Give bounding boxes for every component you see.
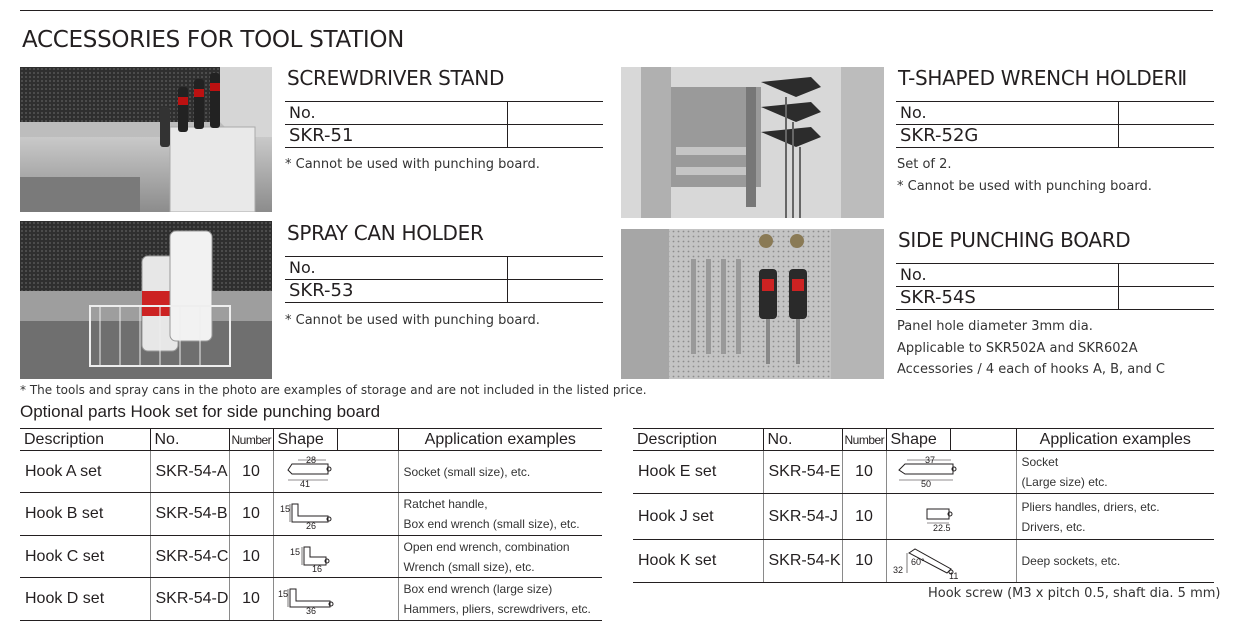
hook-description: Hook B set <box>20 493 150 536</box>
top-rule <box>20 10 1213 11</box>
hook-j-shape <box>886 494 1016 540</box>
side-punching-board-note-1: Panel hole diameter 3mm dia. <box>897 319 1093 334</box>
dim-label: 32 <box>892 565 903 575</box>
dim-label: 11 <box>948 571 958 579</box>
hook-table-right <box>633 428 1214 583</box>
table-row <box>633 540 1214 583</box>
spec-no-value: SKR-54S <box>896 287 1118 310</box>
screwdriver-stand-title: SCREWDRIVER STAND <box>287 66 505 90</box>
col-shape: Shape <box>273 429 337 451</box>
side-punching-board-spec <box>896 263 1214 310</box>
hook-no: SKR-54-K <box>763 540 842 583</box>
screwdriver-stand-photo <box>20 67 272 212</box>
spec-no-label: No. <box>285 102 507 125</box>
dim-label: 22.5 <box>932 522 951 533</box>
hook-number: 10 <box>229 578 273 621</box>
t-wrench-holder-photo <box>621 67 884 218</box>
hook-no: SKR-54-C <box>150 536 229 578</box>
dim-label: 16 <box>311 563 322 573</box>
hook-screw-note: Hook screw (M3 x pitch 0.5, shaft dia. 5 mm) <box>928 586 1221 601</box>
spec-no-value: SKR-51 <box>285 125 507 148</box>
hook-number: 10 <box>229 536 273 578</box>
hook-description: Hook K set <box>633 540 763 583</box>
page-title: ACCESSORIES FOR TOOL STATION <box>22 27 405 53</box>
hook-apps: Pliers handles, driers, etc. Drivers, etc. <box>1016 494 1214 540</box>
hook-number: 10 <box>842 540 886 583</box>
dim-label: 26 <box>305 521 316 530</box>
spray-can-holder-photo <box>20 221 272 379</box>
hook-description: Hook E set <box>633 451 763 494</box>
hook-description: Hook J set <box>633 494 763 540</box>
screwdriver-stand-note: * Cannot be used with punching board. <box>285 157 540 172</box>
table-row <box>633 451 1214 494</box>
t-wrench-holder-note-2: * Cannot be used with punching board. <box>897 179 1152 194</box>
hook-apps: Box end wrench (large size) Hammers, pliers, screwdrivers, etc. <box>398 578 602 621</box>
hook-k-shape <box>886 540 1016 583</box>
side-punching-board-photo <box>621 229 884 379</box>
hook-apps: Deep sockets, etc. <box>1016 540 1214 583</box>
hook-no: SKR-54-D <box>150 578 229 621</box>
table-row <box>20 578 602 621</box>
hook-number: 10 <box>842 494 886 540</box>
hook-no: SKR-54-E <box>763 451 842 494</box>
t-wrench-holder-title: T-SHAPED WRENCH HOLDERⅡ <box>898 66 1187 90</box>
spec-no-label: No. <box>285 257 507 280</box>
hook-apps: Ratchet handle, Box end wrench (small size), etc. <box>398 493 602 536</box>
col-description: Description <box>633 429 763 451</box>
spec-no-value: SKR-52G <box>896 125 1118 148</box>
hook-no: SKR-54-J <box>763 494 842 540</box>
col-applications: Application examples <box>1016 429 1214 451</box>
spray-can-holder-spec <box>285 256 603 303</box>
photo-disclaimer: * The tools and spray cans in the photo are examples of storage and are not included in the listed price. <box>20 383 647 397</box>
side-punching-board-note-3: Accessories / 4 each of hooks A, B, and C <box>897 362 1165 377</box>
col-applications: Application examples <box>398 429 602 451</box>
hook-c-shape <box>273 536 398 578</box>
spec-no-value: SKR-53 <box>285 280 507 303</box>
dim-label: 50 <box>920 479 931 488</box>
spray-can-holder-note: * Cannot be used with punching board. <box>285 313 540 328</box>
dim-label: 41 <box>299 478 310 488</box>
table-row <box>20 536 602 578</box>
optional-parts-heading: Optional parts Hook set for side punching board <box>20 402 381 421</box>
side-punching-board-note-2: Applicable to SKR502A and SKR602A <box>897 341 1138 356</box>
hook-no: SKR-54-A <box>150 451 229 493</box>
hook-no: SKR-54-B <box>150 493 229 536</box>
hook-apps: Socket (Large size) etc. <box>1016 451 1214 494</box>
hook-number: 10 <box>842 451 886 494</box>
dim-label: 37 <box>924 456 935 465</box>
col-number: Number <box>842 429 886 451</box>
col-description: Description <box>20 429 150 451</box>
hook-number: 10 <box>229 493 273 536</box>
hook-description: Hook A set <box>20 451 150 493</box>
dim-label: 15 <box>289 546 300 557</box>
table-row <box>633 494 1214 540</box>
side-punching-board-title: SIDE PUNCHING BOARD <box>898 228 1131 252</box>
dim-label: 60° <box>910 557 925 567</box>
hook-number: 10 <box>229 451 273 493</box>
dim-label: 28 <box>305 455 316 465</box>
hook-description: Hook C set <box>20 536 150 578</box>
table-row <box>20 451 602 493</box>
dim-label: 15 <box>279 504 290 514</box>
col-no: No. <box>763 429 842 451</box>
table-row <box>20 493 602 536</box>
hook-a-shape <box>273 451 398 493</box>
hook-table-left <box>20 428 602 621</box>
spec-no-label: No. <box>896 264 1118 287</box>
hook-apps: Socket (small size), etc. <box>398 451 602 493</box>
hook-b-shape <box>273 493 398 536</box>
hook-description: Hook D set <box>20 578 150 621</box>
screwdriver-stand-spec <box>285 101 603 148</box>
t-wrench-holder-note-1: Set of 2. <box>897 157 952 172</box>
spray-can-holder-title: SPRAY CAN HOLDER <box>287 221 484 245</box>
dim-label: 36 <box>305 606 316 615</box>
t-wrench-holder-spec <box>896 101 1214 148</box>
col-no: No. <box>150 429 229 451</box>
dim-label: 15 <box>277 589 288 599</box>
hook-d-shape <box>273 578 398 621</box>
col-shape: Shape <box>886 429 950 451</box>
spec-no-label: No. <box>896 102 1118 125</box>
hook-e-shape <box>886 451 1016 494</box>
hook-apps: Open end wrench, combination Wrench (small size), etc. <box>398 536 602 578</box>
col-number: Number <box>229 429 273 451</box>
